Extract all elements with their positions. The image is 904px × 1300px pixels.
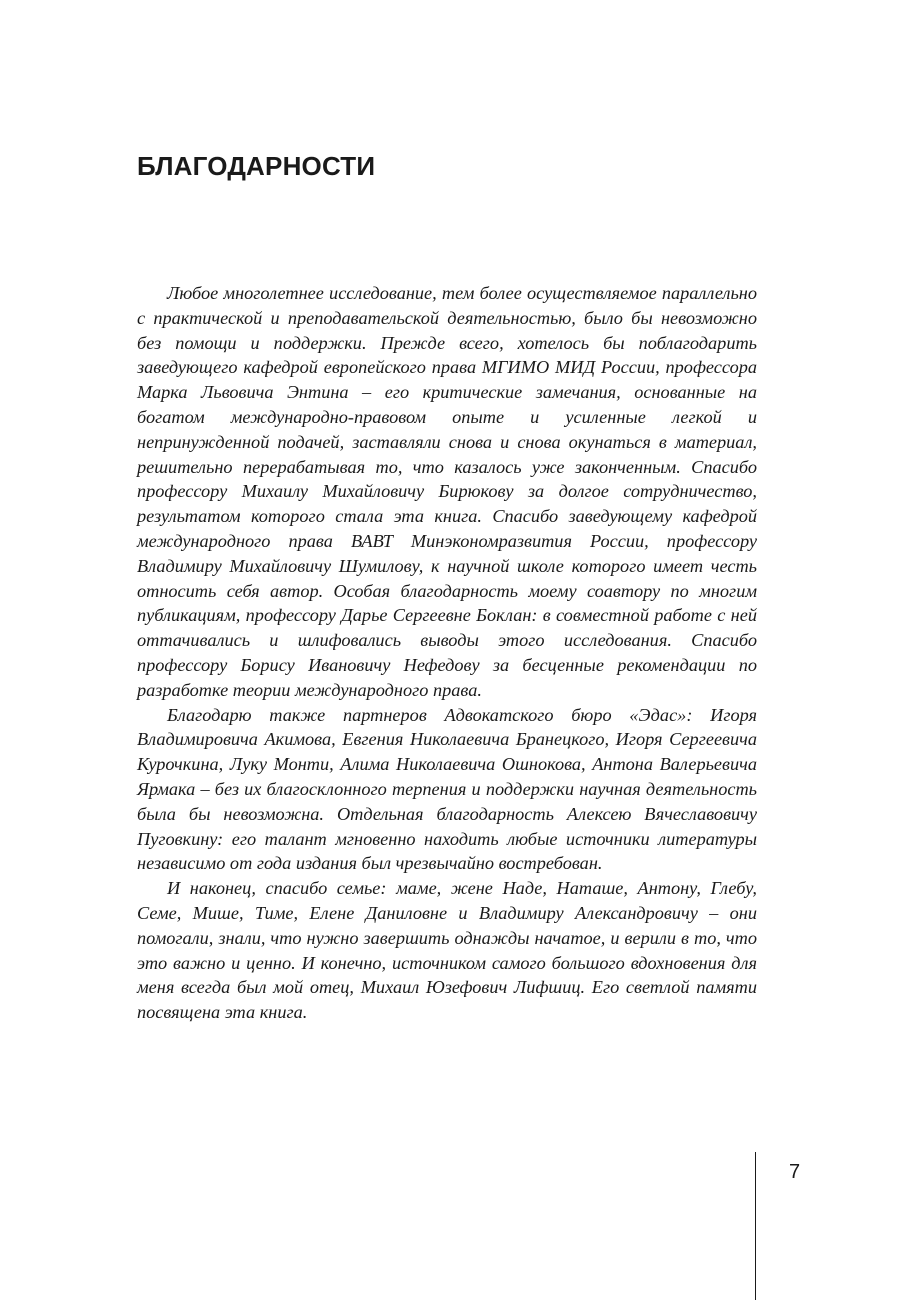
page-number: 7: [789, 1161, 801, 1183]
acknowledgements-body: [137, 281, 757, 1025]
paragraph-2: Благодарю также партнеров Адвокатского бюро «Эдас»: Игоря Владимировича Акимова, Евгения Николаевича Бранецкого, Игоря Сергеевича Курочкина, Луку Монти, Алима Николаевича Ошнокова, Антона Валерьевича Ярмака – без их благосклонного терпения и поддержки научная деятельность была бы невозможна. Отдельная благодарность Алексею Вячеславовичу Пуговкину: его талант мгновенно находить любые источники литературы независимо от года издания был чрезвычайно востребован.: [137, 704, 757, 874]
paragraph-3: И наконец, спасибо семье: маме, жене Наде, Наташе, Антону, Глебу, Семе, Мише, Тиме, Елене Даниловне и Владимиру Александровичу – они помогали, знали, что нужно завершить однажды начатое, и верили в то, что это важно и ценно. И конечно, источником самого большого вдохновения для меня всегда был мой отец, Михаил Юзефович Лифшиц. Его светлой памяти посвящена эта книга.: [137, 878, 757, 1023]
page-title: БЛАГОДАРНОСТИ: [137, 151, 376, 181]
page-margin-rule: [755, 1152, 756, 1300]
paragraph-1: Любое многолетнее исследование, тем более осуществляемое параллельно с практической и преподавательской деятельностью, было бы невозможно без помощи и поддержки. Прежде всего, хотелось бы поблагодарить заведующего кафедрой европейского права МГИМО МИД России, профессора Марка Львовича Энтина – его критические замечания, основанные на богатом международно-правовом опыте и усиленные легкой и непринужденной подачей, заставляли снова и снова окунаться в материал, решительно перерабатывая то, что казалось уже законченным. Спасибо профессору Михаилу Михайловичу Бирюкову за долгое сотрудничество, результатом которого стала эта книга. Спасибо заведующему кафедрой международного права ВАВТ Минэкономразвития России, профессору Владимиру Михайловичу Шумилову, к научной школе которого имеет честь относить себя автор. Особая благодарность моему соавтору по многим публикациям, профессору Дарье Сергеевне Боклан: в совместной работе с ней оттачивались и шлифовались выводы этого исследования. Спасибо профессору Борису Ивановичу Нефедову за бесценные рекомендации по разработке теории международного права.: [137, 283, 757, 700]
